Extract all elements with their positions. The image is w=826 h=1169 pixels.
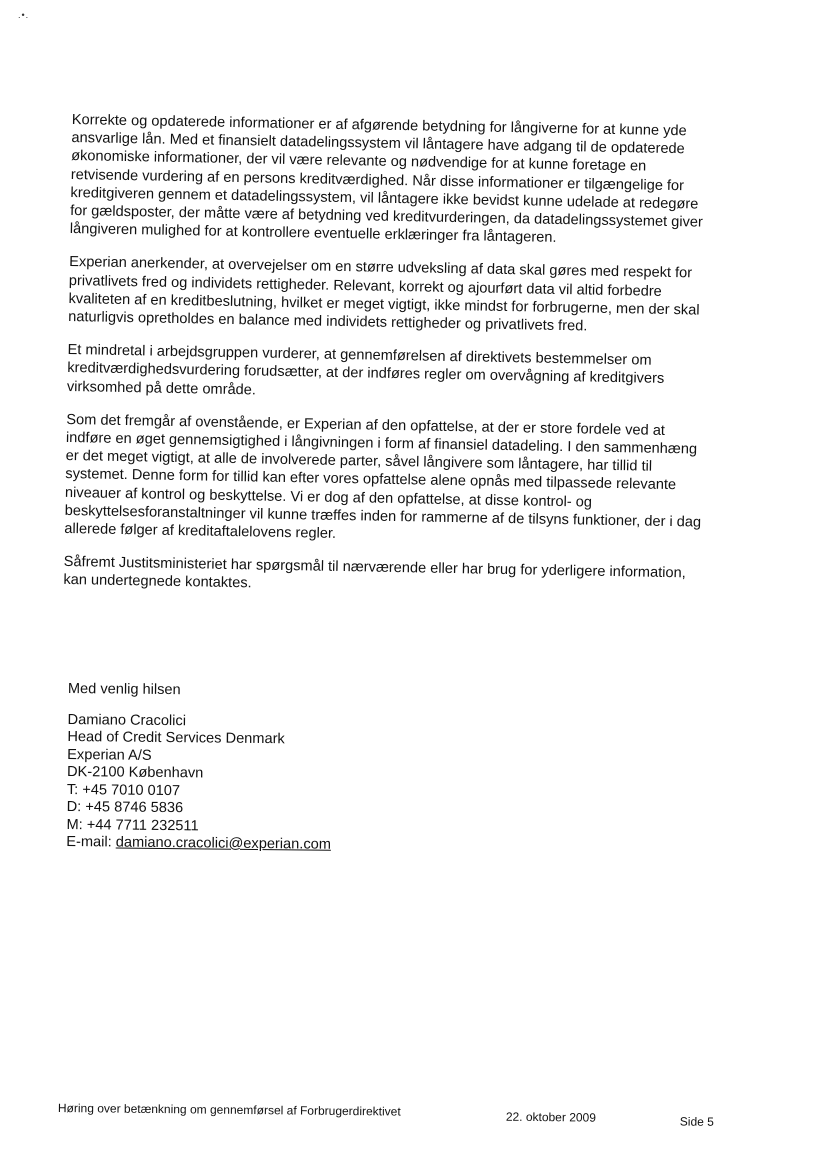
- phone-t: T: +45 7010 0107: [66, 781, 181, 799]
- greeting: Med venlig hilsen: [67, 681, 181, 699]
- email-link[interactable]: damiano.cracolici@experian.com: [115, 834, 332, 853]
- paragraph-1: Korrekte og opdaterede informationer er af afgørende betydning for långiverne for at kunne yde ansvarlige lån. Med et finansielt datadelingssystem vil låntagere have adgang til de opdaterede økonomiske informationer, der vil være relevante og nødvendige for at kunne foretage en retvisende vurdering af en persons kreditværdighed. Når disse informationer er tilgængelige for kreditgiveren gennem et datadelingssystem, vil låntagere ikke bevidst kunne udelade at redegøre for gældsposter, der måtte være af betydning ved kreditvurderingen, da datadelingssystemet giver långiveren mulighed for at kontrollere eventuelle erklæringer fra låntageren.: [69, 111, 703, 247]
- footer-title: Høring over betænkning om gennemførsel af Forbrugerdirektivet: [57, 1101, 401, 1119]
- email-label: E-mail:: [66, 833, 116, 851]
- signer-title: Head of Credit Services Denmark: [67, 728, 285, 748]
- paragraph-4: Som det fremgår af ovenstående, er Experian af den opfattelse, at der er store fordele ved at indføre en øget gennemsigtighed i långivningen i form af finansiel datadeling. I den sammenhæng er det meget vigtigt, at alle de involverede parter, såvel långivere som låntagere, har tillid til systemet. Denne form for tillid kan efter vores opfattelse alene opnås med tilpassede relevante niveauer af kontrol og beskyttelse. Vi er dog af den opfattelse, at disse kontrol- og beskyttelsesforanstaltninger vil kunne træffes inden for rammerne af de tilsyns funktioner, der i dag allerede følger af kreditaftalelovens regler.: [64, 411, 702, 542]
- paragraph-3: Et mindretal i arbejdsgruppen vurderer, at gennemførelsen af direktivets bestemmelser om kreditværdighedsvurdering forudsætter, at der indføres regler om overvågning af kreditgivers virksomhed på dette område.: [66, 342, 665, 399]
- footer: [58, 1101, 738, 1138]
- page-number: Side 5: [679, 1114, 714, 1129]
- company-name: Experian A/S: [67, 746, 152, 764]
- email-line: [66, 834, 466, 856]
- body-text: [63, 111, 752, 617]
- address: DK-2100 København: [66, 763, 204, 782]
- phone-d: D: +45 8746 5836: [66, 798, 184, 817]
- footer-date: 22. oktober 2009: [505, 1109, 597, 1125]
- closing-block: [66, 681, 468, 856]
- paragraph-2: Experian anerkender, at overvejelser om en større udveksling af data skal gøres med respekt for privatlivets fred og individets rettigheder. Relevant, korrekt og ajourført data vil altid forbedre kvaliteten af en kreditbeslutning, hvilket er meget vigtigt, ikke mindst for forbrugerne, men der skal naturligvis opretholdes en balance med individets rettigheder og privatlivets fred.: [68, 254, 700, 335]
- scan-speck: .•.: [18, 10, 30, 20]
- signer-name: Damiano Cracolici: [67, 711, 187, 729]
- phone-m: M: +44 7711 232511: [66, 816, 199, 834]
- paragraph-5: Såfremt Justitsministeriet har spørgsmål til nærværende eller har brug for yderligere information, kan undertegnede kontaktes.: [63, 554, 686, 592]
